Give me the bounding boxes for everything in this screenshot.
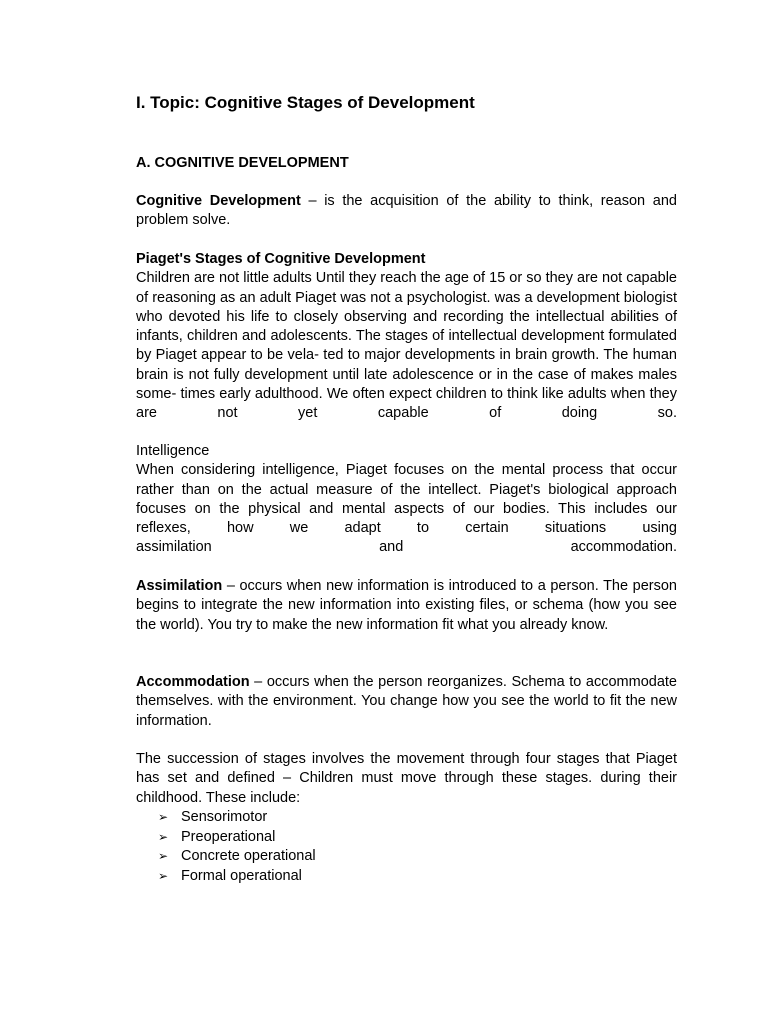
stage-label: Concrete operational (181, 848, 316, 864)
accommodation-term: Accommodation (136, 674, 250, 690)
cognitive-development-term: Cognitive Development (136, 193, 301, 209)
piaget-heading: Piaget's Stages of Cognitive Development (136, 251, 426, 267)
intelligence-section (136, 442, 677, 558)
arrow-bullet-icon: ➢ (158, 849, 169, 863)
accommodation-definition (136, 673, 677, 731)
succession-paragraph: The succession of stages involves the movement through four stages that Piaget has set and defined – Children must move through these stages. during their childhood. These include: (136, 751, 677, 806)
stages-list (158, 808, 316, 886)
piaget-body: Children are not little adults Until they reach the age of 15 or so they are not capable of reasoning as an adult Piaget was not a psychologist. was a development biologist who devoted his life to closely observing and recording the intellectual abilities of infants, children and adolescents. The stages of intellectual development formulated by Piaget appear to be vela- ted to major developments in brain growth. The human brain is not fully development until late adolescence or in the case of makes males some- times early adulthood. We often expect children to think like adults when they are not yet capable of doing so. (136, 270, 677, 422)
intelligence-last-line (136, 538, 677, 557)
piaget-section (136, 250, 677, 424)
cognitive-development-text: – is the acquisition of the ability to think, reason and problem solve. (136, 193, 677, 229)
stage-label: Formal operational (181, 867, 302, 884)
accommodation-text: – occurs when the person reorganizes. Schema to accommodate themselves. with the environment. You change how you see the world to fit the new information. (136, 674, 677, 729)
assimilation-text: – occurs when new information is introduced to a person. The person begins to integrate the new information into existing files, or schema (how you see the world). You try to make the new information fit what you already know. (136, 578, 677, 633)
assimilation-term: Assimilation (136, 578, 223, 594)
word-accommodation: accommodation. (570, 539, 677, 556)
list-item (158, 847, 316, 867)
assimilation-definition (136, 577, 677, 635)
word-assimilation: assimilation (136, 539, 212, 556)
list-item (158, 867, 316, 887)
cognitive-development-definition (136, 192, 677, 231)
arrow-bullet-icon: ➢ (158, 810, 169, 824)
list-item (158, 828, 316, 848)
list-item (158, 808, 316, 828)
stage-label: Preoperational (181, 828, 276, 845)
section-heading-cognitive-development: A. COGNITIVE DEVELOPMENT (136, 155, 349, 171)
arrow-bullet-icon: ➢ (158, 829, 169, 844)
arrow-bullet-icon: ➢ (158, 868, 169, 883)
word-and: and (379, 539, 404, 556)
intelligence-body: When considering intelligence, Piaget focuses on the mental process that occur rather than on the actual measure of the intellect. Piaget's biological approach focuses on the physical and mental aspects of our bodies. This includes our reflexes, how we adapt to certain situations using (136, 462, 677, 537)
page-title: I. Topic: Cognitive Stages of Development (136, 93, 475, 112)
stage-label: Sensorimotor (181, 809, 268, 825)
intelligence-heading: Intelligence (136, 443, 210, 459)
